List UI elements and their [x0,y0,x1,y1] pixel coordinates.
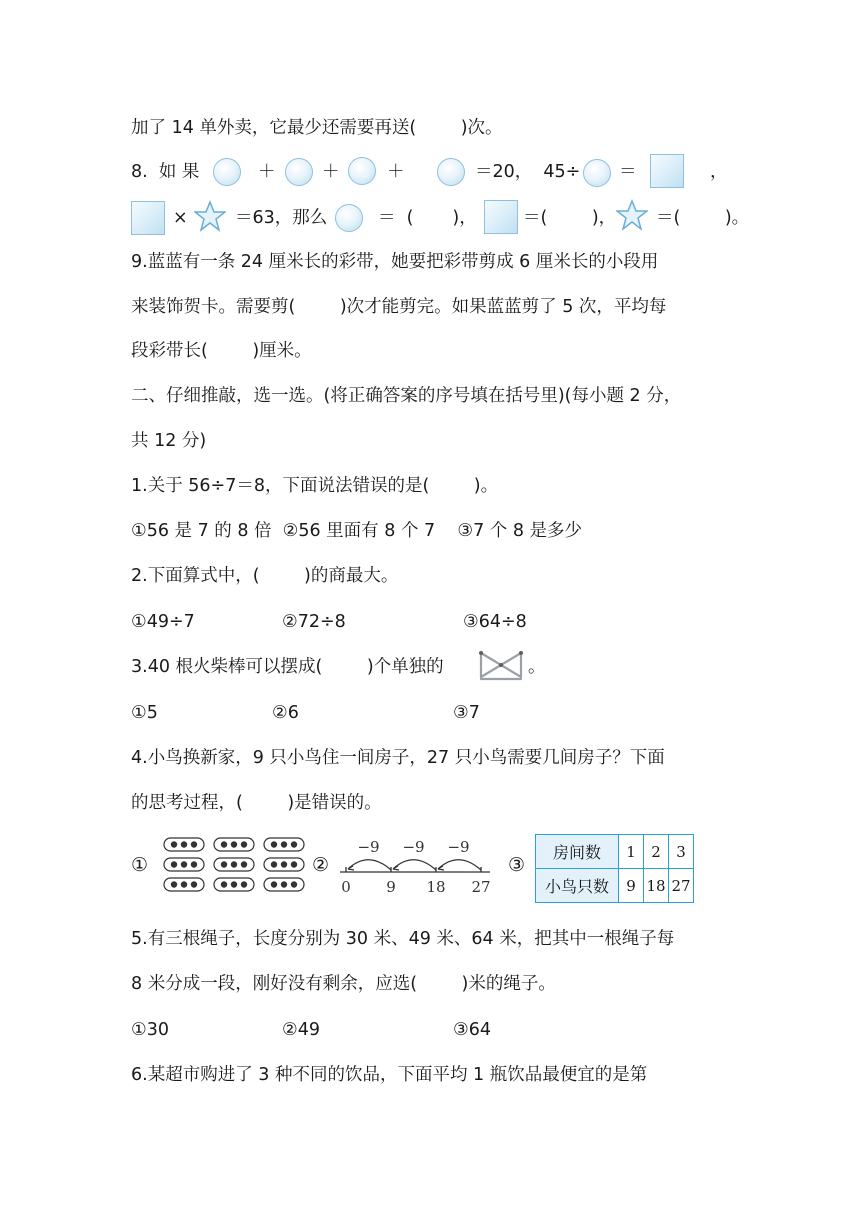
text: 4.小鸟换新家，9 只小鸟住一间房子，27 只小鸟需要几间房子？下面 [131,748,665,768]
s1-options [131,519,582,543]
circle-icon [437,158,465,186]
dot-box-icon [158,834,308,894]
dot [221,861,227,867]
dot [281,881,287,887]
q8-eq20: ＝20， 45÷ [475,162,581,182]
figure-label-3: ③ [508,854,526,876]
jump-arc [393,860,436,870]
table-row [536,835,694,869]
times-sign: × [173,208,188,228]
q8-answer-square: ＝( )， [523,208,617,228]
arrow-head [438,866,444,870]
s2-question [131,564,398,588]
s2-option-3: ③64÷8 [463,612,527,632]
table-cell: 1 [619,835,644,869]
text: ①56 是 7 的 8 倍 ②56 里面有 8 个 7 ③7 个 8 是多少 [131,521,583,541]
s3-period: 。 [528,657,546,677]
plus-sign: ＋ [258,162,276,182]
table-cell: 2 [644,835,669,869]
s2-option-1: ①49÷7 [131,612,195,632]
s3-option-2: ②6 [272,703,299,723]
s4-question-line2 [131,791,382,815]
dot [241,861,247,867]
matchstick-figure-icon [478,649,524,683]
text: 5.有三根绳子，长度分别为 30 米、49 米、64 米，把其中一根绳子每 [131,929,675,949]
arrow-head [348,866,354,870]
dot [231,881,237,887]
dot [291,881,297,887]
tick-label: 9 [386,878,396,896]
dot [181,881,187,887]
circle-icon [583,159,611,187]
q8-answer-circle: ＝ ( )， [378,208,477,228]
dot [171,861,177,867]
comma: ， [710,162,728,182]
dot [281,841,287,847]
jump-arc [348,860,391,870]
circle-icon [213,158,241,186]
q8-eq63: ＝63，那么 [235,208,328,228]
dot [271,841,277,847]
q8-prefix: 8. 如 果 [131,162,200,182]
s5-question-line1 [131,927,674,951]
q9-line1 [131,250,658,274]
text: 段彩带长( )厘米。 [131,341,312,361]
rooms-table [535,834,694,903]
dot [291,841,297,847]
dot [271,881,277,887]
dot [191,881,197,887]
table-header: 房间数 [536,835,619,869]
s5-option-1: ①30 [131,1020,169,1040]
number-line [336,836,496,898]
table-header: 小鸟只数 [536,869,619,903]
dot [221,841,227,847]
section2-heading-cont [131,429,206,453]
text: 二、仔细推敲，选一选。(将正确答案的序号填在括号里)(每小题 2 分， [131,386,682,406]
plus-sign: ＋ [322,162,340,182]
text: 8 米分成一段，刚好没有剩余，应选( )米的绳子。 [131,974,556,994]
dot [241,841,247,847]
text: 加了 14 单外卖，它最少还需要再送( )次。 [131,118,503,138]
text: 9.蓝蓝有一条 24 厘米长的彩带，她要把彩带剪成 6 厘米长的小段用 [131,252,659,272]
table-cell: 3 [669,835,694,869]
s3-question: 3.40 根火柴棒可以摆成( )个单独的 [131,657,444,677]
arrow-head [393,866,399,870]
s1-question [131,474,498,498]
dot [271,861,277,867]
dot [221,881,227,887]
circle-icon [348,157,376,185]
section2-heading [131,384,681,408]
dot [181,861,187,867]
table-cell: 18 [644,869,669,903]
circle-icon [285,158,313,186]
figure-label-2: ② [312,854,330,876]
s5-question-line2 [131,972,556,996]
figure-label-1: ① [131,854,149,876]
jump-label: −9 [402,838,425,856]
dot [291,861,297,867]
s3-option-3: ③7 [453,703,480,723]
tick-label: 18 [426,878,446,896]
dot [231,861,237,867]
tick-label: 27 [471,878,491,896]
plus-sign: ＋ [387,162,405,182]
star-icon [194,200,226,232]
q9-line3 [131,339,312,363]
s5-option-2: ②49 [282,1020,320,1040]
s5-option-3: ③64 [453,1020,491,1040]
text: 的思考过程，( )是错误的。 [131,793,382,813]
jump-label: −9 [357,838,380,856]
text: 2.下面算式中，( )的商最大。 [131,566,399,586]
dot [171,841,177,847]
dot [241,881,247,887]
s2-option-2: ②72÷8 [282,612,346,632]
table-cell: 27 [669,869,694,903]
equals-sign: ＝ [619,162,637,182]
q8-answer-star: ＝( )。 [656,208,750,228]
dot [191,841,197,847]
square-icon [484,200,518,234]
square-icon [131,201,165,235]
square-icon [650,154,684,188]
s3-option-1: ①5 [131,703,158,723]
text: 共 12 分) [131,431,207,451]
q9-line2 [131,295,666,319]
dot [281,861,287,867]
text: 6.某超市购进了 3 种不同的饮品，下面平均 1 瓶饮品最便宜的是第 [131,1065,648,1085]
circle-icon [335,204,363,232]
jump-label: −9 [447,838,470,856]
dot [231,841,237,847]
s6-question [131,1063,647,1087]
text: 来装饰贺卡。需要剪( )次才能剪完。如果蓝蓝剪了 5 次，平均每 [131,297,667,317]
dot [191,861,197,867]
table-cell: 9 [619,869,644,903]
dot [181,841,187,847]
star-icon [616,199,648,231]
table-row [536,869,694,903]
jump-arc [438,860,481,870]
s4-question-line1 [131,746,665,770]
q7-continuation [131,116,503,140]
dot [171,881,177,887]
tick-label: 0 [341,878,351,896]
text: 1.关于 56÷7＝8，下面说法错误的是( )。 [131,476,499,496]
